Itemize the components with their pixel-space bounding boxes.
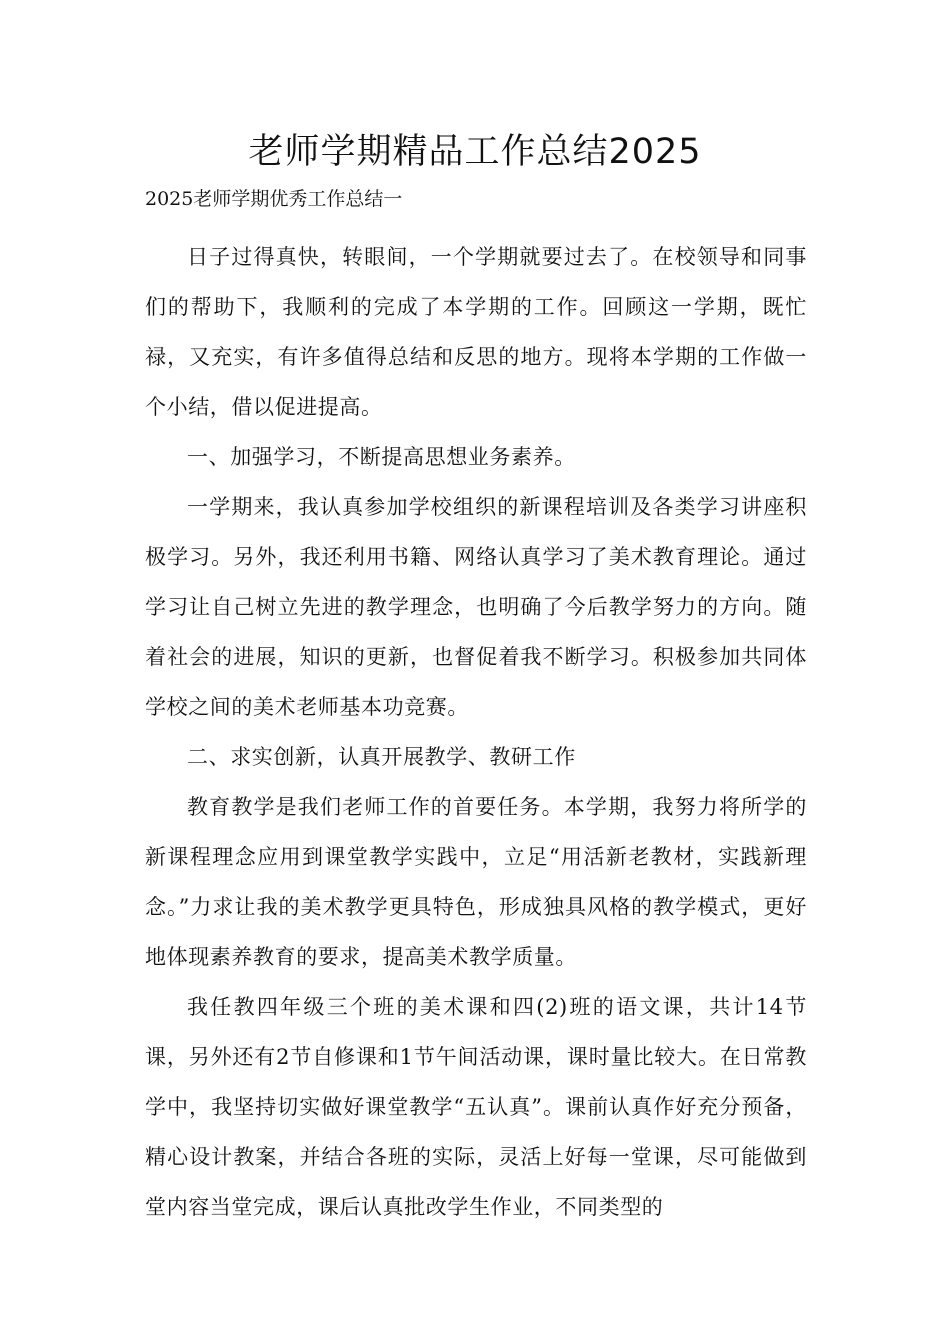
- paragraph-intro: 日子过得真快，转眼间，一个学期就要过去了。在校领导和同事们的帮助下，我顺利的完成了本学期的工作。回顾这一学期，既忙禄，又充实，有许多值得总结和反思的地方。现将本学期的工作做一个小结，借以促进提高。: [145, 245, 807, 419]
- paragraph-teaching: 教育教学是我们老师工作的首要任务。本学期，我努力将所学的新课程理念应用到课堂教学实践中，立足“用活新老教材，实践新理念。”力求让我的美术教学更具特色，形成独具风格的教学模式，更好地体现素养教育的要求，提高美术教学质量。: [145, 795, 807, 969]
- body-text: [145, 232, 807, 1232]
- heading-section-1: 一、加强学习，不断提高思想业务素养。: [187, 445, 576, 469]
- paragraph-workload: 我任教四年级三个班的美术课和四(2)班的语文课，共计14节课，另外还有2节自修课和1节午间活动课，课时量比较大。在日常教学中，我坚持切实做好课堂教学“五认真”。课前认真作好充分预备，精心设计教案，并结合各班的实际，灵活上好每一堂课，尽可能做到堂内容当堂完成，课后认真批改学生作业，不同类型的: [145, 995, 807, 1219]
- section-subtitle: 2025老师学期优秀工作总结一: [145, 188, 403, 210]
- heading-section-2: 二、求实创新，认真开展教学、教研工作: [187, 745, 576, 769]
- page-title: 老师学期精品工作总结2025: [248, 132, 702, 172]
- paragraph-learning: 一学期来，我认真参加学校组织的新课程培训及各类学习讲座积极学习。另外，我还利用书籍、网络认真学习了美术教育理论。通过学习让自己树立先进的教学理念，也明确了今后教学努力的方向。随着社会的进展，知识的更新，也督促着我不断学习。积极参加共同体学校之间的美术老师基本功竞赛。: [145, 495, 807, 719]
